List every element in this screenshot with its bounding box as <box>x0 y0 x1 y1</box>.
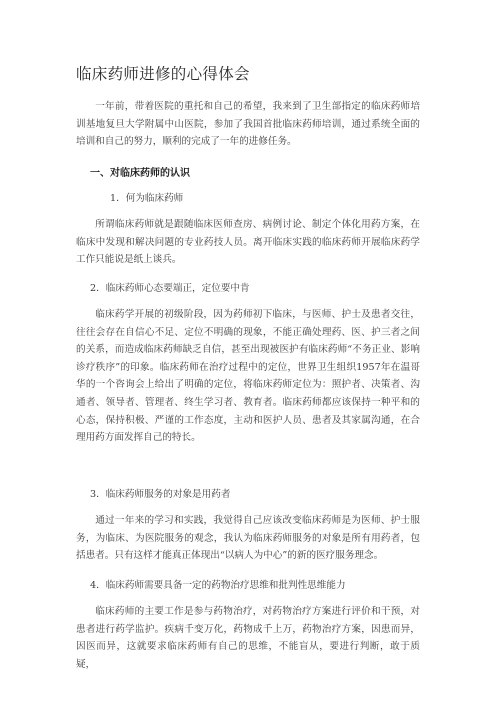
item-heading-1: 1．何为临床药师 <box>110 193 184 204</box>
item-paragraph-2: 临床药学开展的初级阶段，因为药师初下临床，与医师、护士及患者交往，往往会存在自信心不足、定位不明确的现象，不能正确处理药、医、护三者之间的关系，而造成临床药师缺乏自信，甚至出现被医护有临床药师“不务正业、影响诊疗秩序”的印象。临床药师在治疗过程中的定位，世界卫生组织1957年在温哥华的一个咨询会上给出了明确的定位，将临床药师定位为：照护者、决策者、沟通者、领导者、管理者、终生学习者、教育者。临床药师都应该保持一种平和的心态，保持积极、严谨的工作态度，主动和医护人员、患者及其家属沟通，在合理用药方面发挥自己的特长。 <box>76 309 420 444</box>
item-paragraph-3: 通过一年来的学习和实践，我觉得自己应该改变临床药师是为医师、护士服务，为临床、为医院服务的观念，我认为临床药师服务的对象是所有用药者，包括患者。只有这样才能真正体现出“以病人为中心”的新的医疗服务理念。 <box>76 515 420 562</box>
item-paragraph-4: 临床药师的主要工作是参与药物治疗，对药物治疗方案进行评价和干预，对患者进行药学监护。疾病千变万化，药物成千上万，药物治疗方案，因患而异，因医而异，这就要求临床药师有自己的思维，不能盲从，要进行判断，敢于质疑， <box>76 606 420 670</box>
item-heading-2: 2．临床药师心态要端正，定位要中肯 <box>90 283 250 294</box>
item-heading-3: 3．临床药师服务的对象是用药者 <box>90 489 231 500</box>
document-title: 临床药师进修的心得体会 <box>76 65 250 83</box>
item-heading-4: 4．临床药师需要具备一定的药物治疗思维和批判性思维能力 <box>90 580 346 591</box>
intro-paragraph: 一年前，带着医院的重托和自己的希望，我来到了卫生部指定的临床药师培训基地复旦大学附属中山医院，参加了我国首批临床药师培训，通过系统全面的培训和自己的努力，顺利的完成了一年的进修任务。 <box>76 101 420 148</box>
section-heading-1: 一、对临床药师的认识 <box>90 168 190 179</box>
item-paragraph-1: 所谓临床药师就是跟随临床医师查房、病例讨论、制定个体化用药方案，在临床中发现和解决问题的专业药技人员。离开临床实践的临床药师开展临床药学工作只能说是纸上谈兵。 <box>76 219 420 266</box>
